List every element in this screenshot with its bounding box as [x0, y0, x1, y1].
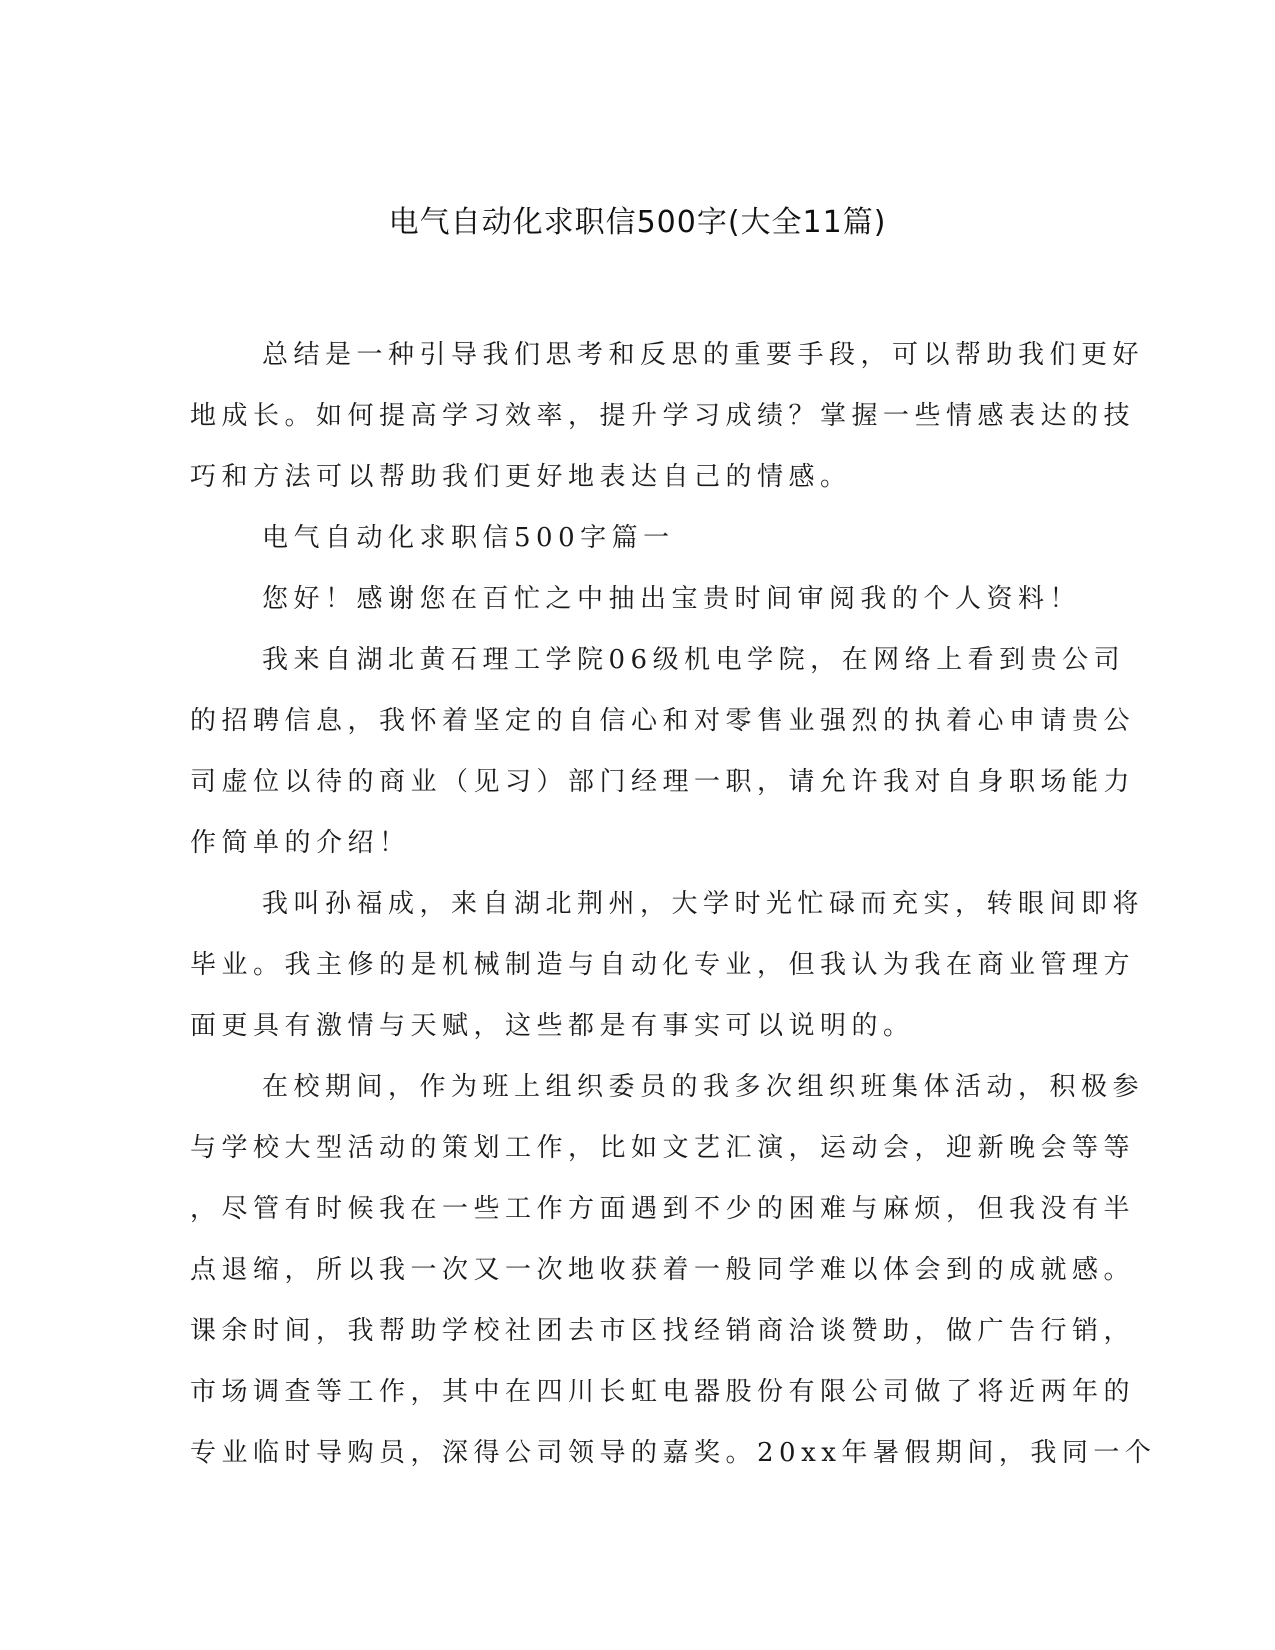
paragraph-line: 司虚位以待的商业（见习）部门经理一职，请允许我对自身职场能力: [190, 767, 1136, 797]
paragraph-line: 我来自湖北黄石理工学院06级机电学院，在网络上看到贵公司: [262, 645, 1126, 675]
paragraph-line: 在校期间，作为班上组织委员的我多次组织班集体活动，积极参: [262, 1072, 1145, 1102]
paragraph-line: 的招聘信息，我怀着坚定的自信心和对零售业强烈的执着心申请贵公: [190, 706, 1136, 736]
paragraph-line: 地成长。如何提高学习效率，提升学习成绩？掌握一些情感表达的技: [190, 401, 1136, 431]
paragraph-line: 与学校大型活动的策划工作，比如文艺汇演，运动会，迎新晚会等等: [190, 1133, 1136, 1163]
paragraph-line: 总结是一种引导我们思考和反思的重要手段，可以帮助我们更好: [262, 340, 1145, 370]
document-body: [190, 325, 1157, 1484]
paragraph-line: 我叫孙福成，来自湖北荆州，大学时光忙碌而充实，转眼间即将: [262, 889, 1145, 919]
paragraph-line: 专业临时导购员，深得公司领导的嘉奖。20xx年暑假期间，我同一个: [190, 1438, 1157, 1468]
paragraph-line: ，尽管有时候我在一些工作方面遇到不少的困难与麻烦，但我没有半: [190, 1194, 1136, 1224]
paragraph-line: 巧和方法可以帮助我们更好地表达自己的情感。: [190, 462, 852, 492]
paragraph-line: 毕业。我主修的是机械制造与自动化专业，但我认为我在商业管理方: [190, 950, 1136, 980]
paragraph-line: 面更具有激情与天赋，这些都是有事实可以说明的。: [190, 1011, 915, 1041]
paragraph-line: 课余时间，我帮助学校社团去市区找经销商洽谈赞助，做广告行销，: [190, 1316, 1136, 1346]
paragraph-line: 点退缩，所以我一次又一次地收获着一般同学难以体会到的成就感。: [190, 1255, 1136, 1285]
paragraph-line: 作简单的介绍！: [190, 828, 411, 858]
paragraph-line: 您好！感谢您在百忙之中抽出宝贵时间审阅我的个人资料！: [262, 584, 1082, 614]
paragraph-line: 市场调查等工作，其中在四川长虹电器股份有限公司做了将近两年的: [190, 1377, 1136, 1407]
page-title: 电气自动化求职信500字(大全11篇): [388, 205, 887, 240]
paragraph-line: 电气自动化求职信500字篇一: [262, 523, 675, 553]
